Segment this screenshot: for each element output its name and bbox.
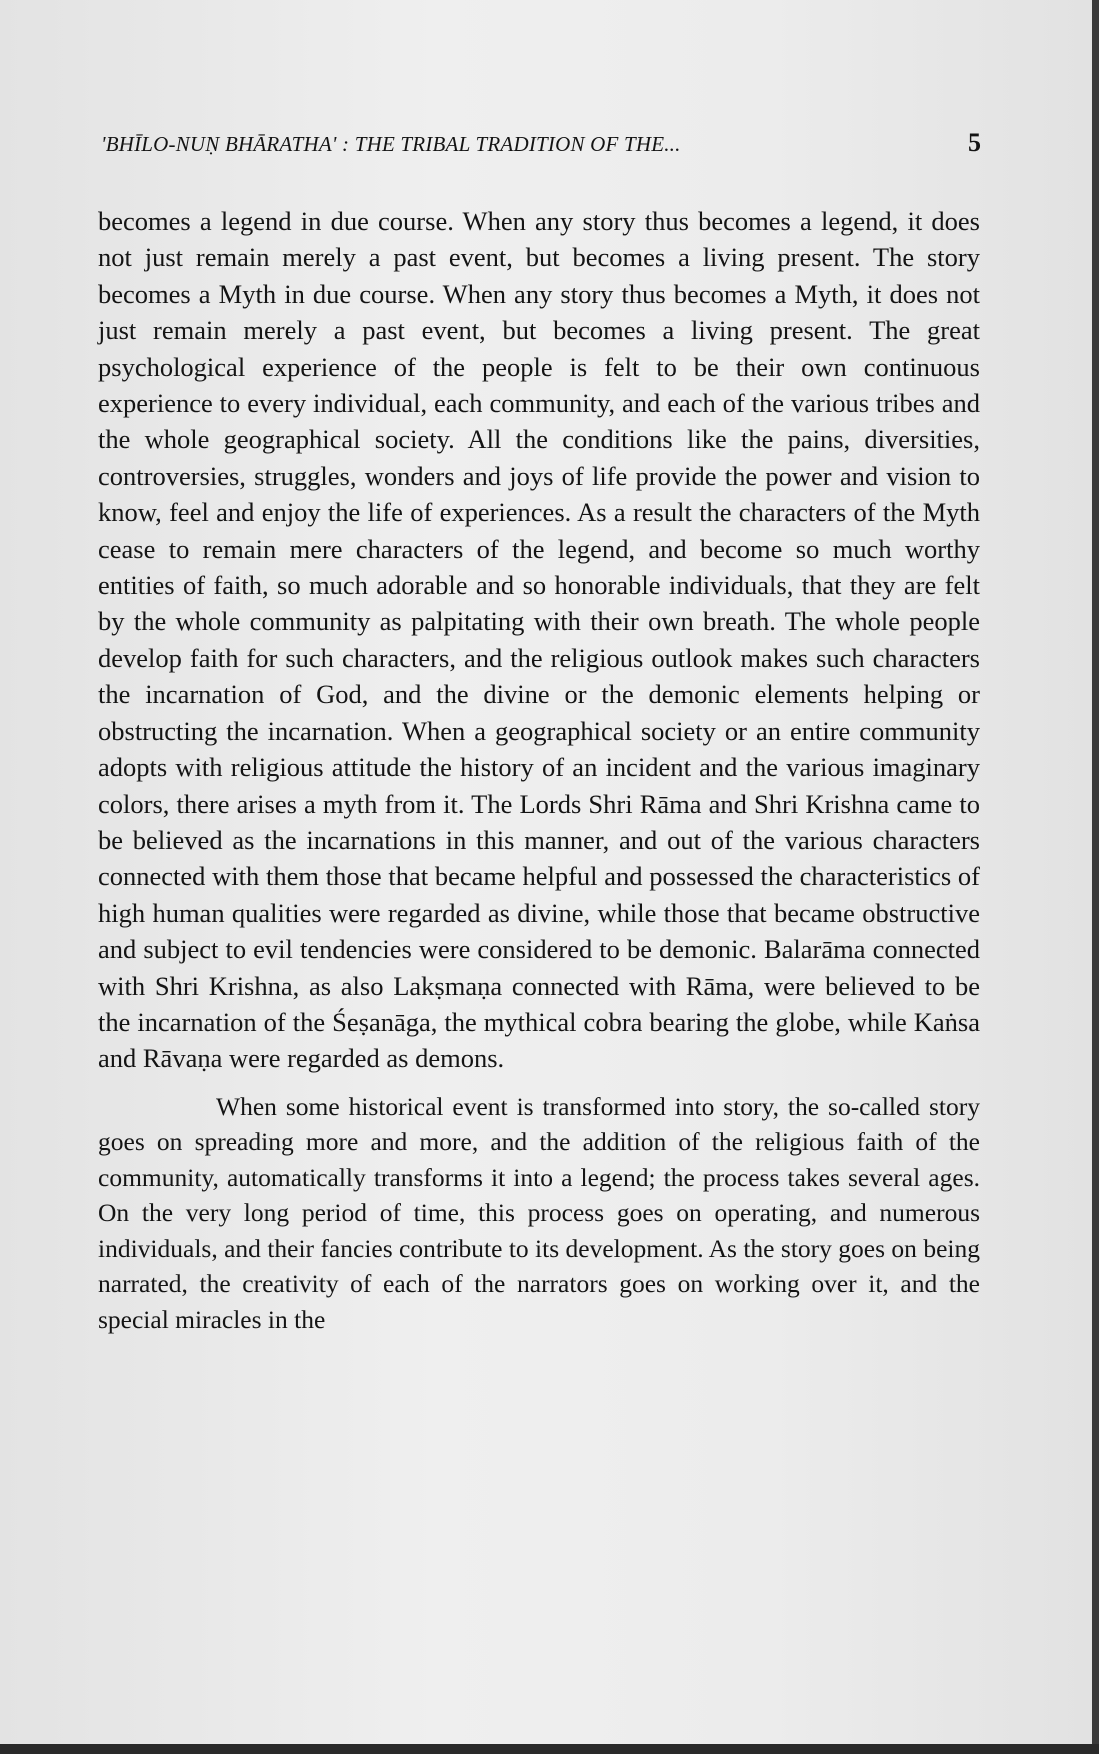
- scan-edge-bottom: [0, 1744, 1099, 1754]
- body-text: [98, 203, 980, 1337]
- paragraph: When some historical event is transformed into story, the so-called story goes on spreading more and more, and the addition of the religious faith of the community, automatically transforms it into a legend; the process takes several ages. On the very long period of time, this process goes on operating, and numerous individuals, and their fancies contribute to its development. As the story goes on being narrated, the creativity of each of the narrators goes on working over it, and the special miracles in the: [98, 1091, 980, 1334]
- running-head: [101, 128, 981, 168]
- scan-edge-right: [1092, 0, 1099, 1754]
- page-number: 5: [968, 128, 981, 157]
- running-head-title: 'BHĪLO-NUṆ BHĀRATHA' : THE TRIBAL TRADITION OF THE...: [101, 132, 681, 156]
- paragraph: becomes a legend in due course. When any story thus becomes a legend, it does not just remain merely a past event, but becomes a living present. The story becomes a Myth in due course. When any story thus becomes a Myth, it does not just remain merely a past event, but becomes a living present. The great psychological experience of the people is felt to be their own continuous experience to every individual, each community, and each of the various tribes and the whole geographical society. All the conditions like the pains, diversities, controversies, struggles, wonders and joys of life provide the power and vision to know, feel and enjoy the life of experiences. As a result the characters of the Myth cease to remain mere characters of the legend, and become so much worthy entities of faith, so much adorable and so honorable individuals, that they are felt by the whole community as palpitating with their own breath. The whole people develop faith for such characters, and the religious outlook makes such characters the incarnation of God, and the divine or the demonic elements helping or obstructing the incarnation. When a geographical society or an entire community adopts with religious attitude the history of an incident and the various imaginary colors, there arises a myth from it. The Lords Shri Rāma and Shri Krishna came to be believed as the incarnations in this manner, and out of the various characters connected with them those that became helpful and possessed the characteristics of high human qualities were regarded as divine, while those that became obstructive and subject to evil tendencies were considered to be demonic. Balarāma connected with Shri Krishna, as also Lakṣmaṇa connected with Rāma, were believed to be the incarnation of the Śeṣanāga, the mythical cobra bearing the globe, while Kaṅsa and Rāvaṇa were regarded as demons.: [98, 206, 980, 1074]
